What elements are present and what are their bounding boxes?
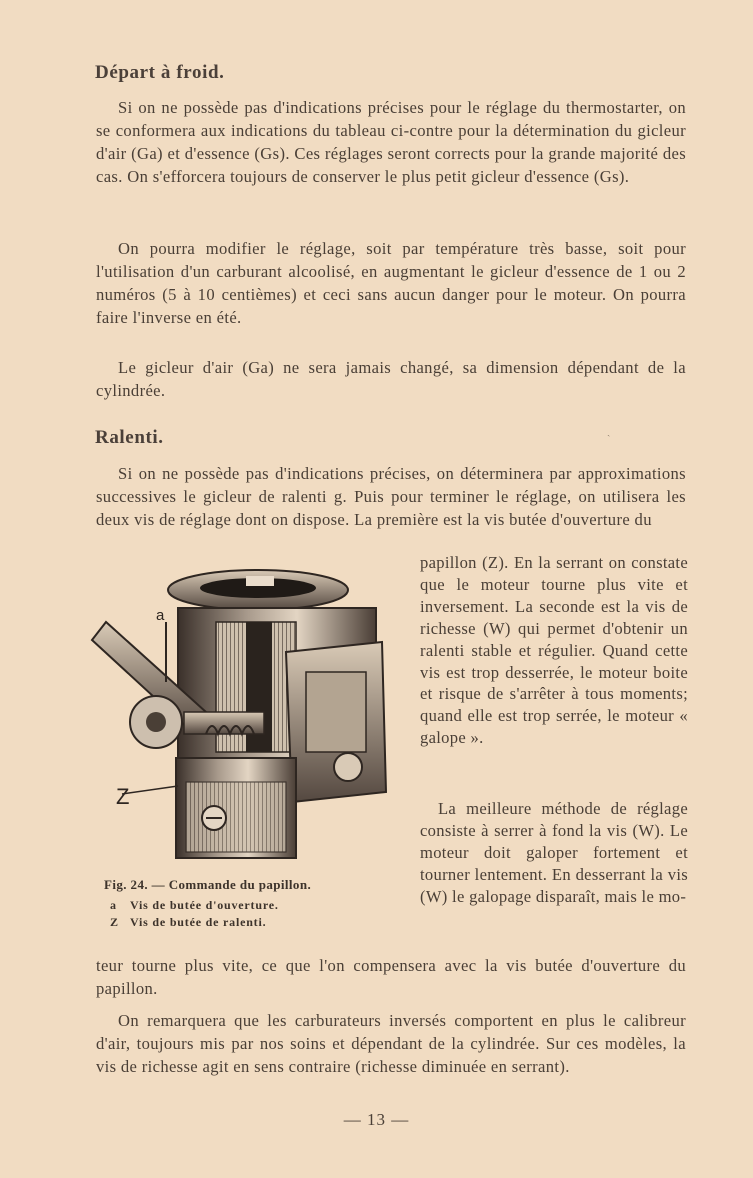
section-heading-depart-a-froid: Départ à froid. (95, 62, 225, 83)
paragraph: Si on ne possède pas d'indications précises, on déterminera par approximations successives le gicleur de ralenti g. Puis pour terminer le réglage, on utilisera les deux vis de réglage dont on dispose. La première est la vis butée d'ouverture du (96, 464, 686, 530)
figure-label-a: a (156, 607, 165, 624)
caption-legend-item (104, 914, 400, 931)
caption-legend-item (104, 897, 400, 914)
carburetor-illustration (86, 562, 404, 874)
legend-text: Vis de butée d'ouverture. (130, 898, 279, 912)
page-number: — 13 — (343, 1110, 410, 1129)
carburetor-drawing (86, 562, 404, 874)
paragraph-wrapped: La meilleure méthode de réglage consiste à serrer à fond la vis (W). Le moteur doit galoper fortement et tourner lentement. En desserrant la vis (W) le galopage disparaît, mais le mo- (420, 799, 688, 906)
legend-text: Vis de butée de ralenti. (130, 915, 267, 929)
caption-title: Fig. 24. — Commande du papillon. (104, 877, 312, 892)
ink-speck: ˎ (607, 426, 611, 437)
legend-key: a (110, 898, 117, 912)
figure-caption (104, 876, 400, 931)
paragraph: Si on ne possède pas d'indications précises pour le réglage du thermostarter, on se conformera aux indications du tableau ci-contre pour la détermination du gicleur d'air (Ga) et d'essence (Gs). Ces réglages seront corrects pour la grande majorité des cas. On s'efforcera toujours de conserver le plus petit gicleur d'essence (Gs). (96, 98, 686, 187)
paragraph-wrapped: papillon (Z). En la serrant on constate que le moteur tourne plus vite et inversement. La seconde est la vis de richesse (W) qui permet d'obtenir un ralenti stable et régulier. Quand cette vis est trop desserrée, le moteur boite et risque de s'arrêter à tous moments; quand elle est trop serrée, le moteur « galope ». (420, 553, 688, 748)
section-heading-ralenti: Ralenti. (95, 427, 164, 448)
paragraph: teur tourne plus vite, ce que l'on compensera avec la vis butée d'ouverture du papillon. (96, 956, 686, 999)
legend-key: Z (110, 915, 119, 929)
paragraph: On remarquera que les carburateurs inversés comportent en plus le calibreur d'air, toujours mis par nos soins et dépendant de la cylindrée. Sur ces modèles, la vis de richesse agit en sens contraire (richesse diminuée en serrant). (96, 1011, 686, 1077)
figure-label-z: Z (116, 784, 130, 809)
paragraph: On pourra modifier le réglage, soit par température très basse, soit pour l'utilisation d'un carburant alcoolisé, en augmentant le gicleur d'essence de 1 ou 2 numéros (5 à 10 centièmes) et ceci sans aucun danger pour le moteur. On pourra faire l'inverse en été. (96, 239, 686, 328)
paragraph: Le gicleur d'air (Ga) ne sera jamais changé, sa dimension dépendant de la cylindrée. (96, 358, 686, 401)
